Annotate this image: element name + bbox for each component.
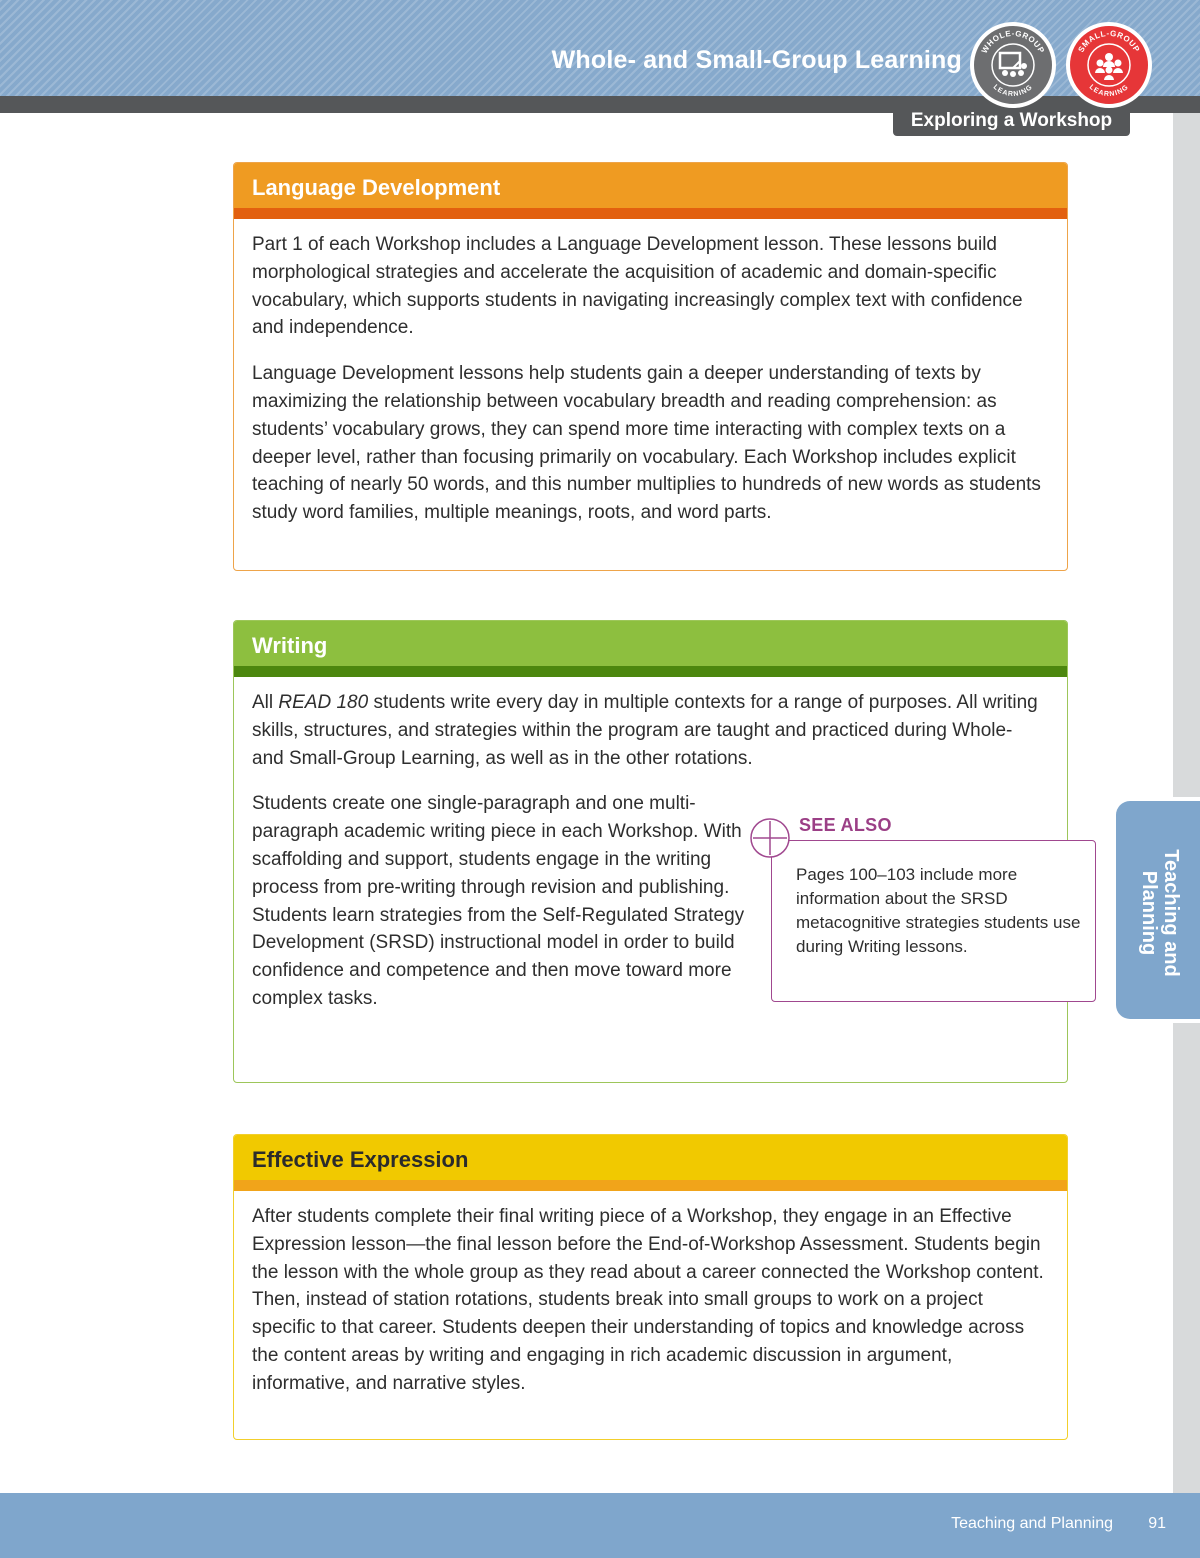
footer-section-name: Teaching and Planning (951, 1515, 1113, 1532)
page-header-title: Whole- and Small-Group Learning (551, 46, 962, 74)
side-tab-teaching-planning (1112, 797, 1200, 1023)
language-development-body (234, 219, 1067, 527)
language-development-paragraph-1: Part 1 of each Workshop includes a Language Development lesson. These lessons build morphological strategies and accelerate the acquisition of academic and domain-specific vocabulary, which supports students in navigating increasingly complex text with confidence and independence. (252, 234, 1023, 339)
writing-paragraph-2: Students create one single-paragraph and one multi-paragraph academic writing piece in each Workshop. With scaffolding and support, students engage in the writing process from pre-writing through revision and publishing. Students learn strategies from the Self-Regulated Strategy Development (SRSD) instructional model in order to build confidence and competence and then move toward more complex tasks. (252, 793, 745, 1009)
see-also-text: Pages 100–103 include more information about the SRSD metacognitive strategies students use during Writing lessons. (796, 865, 1081, 956)
page-footer (0, 1493, 1200, 1558)
program-name: READ 180 (278, 692, 369, 713)
whole-group-icon (996, 48, 1030, 82)
writing-p1-start: All (252, 692, 279, 713)
language-development-heading: Language Development (252, 175, 501, 200)
writing-paragraph-1 (252, 689, 1049, 772)
see-also-callout (771, 840, 1096, 1002)
writing-p1-end: students write every day in multiple contexts for a range of purposes. All writing skills, structures, and strategies within the program are taught and practiced during Whole- and Small-Group Learning, as well as in the other rotations. (252, 692, 1038, 769)
small-group-learning-badge (1066, 22, 1152, 108)
svg-text:LEARNING: LEARNING (1087, 83, 1131, 99)
language-development-header (234, 163, 1067, 219)
effective-expression-box (233, 1134, 1068, 1440)
language-development-box (233, 162, 1068, 571)
effective-expression-header (234, 1135, 1067, 1191)
plus-circle-icon (749, 817, 791, 859)
svg-text:SMALL-GROUP: SMALL-GROUP (1076, 28, 1142, 54)
effective-expression-heading: Effective Expression (252, 1147, 469, 1172)
small-group-icon (1092, 48, 1126, 82)
writing-heading: Writing (252, 633, 328, 658)
svg-text:LEARNING: LEARNING (991, 83, 1035, 99)
effective-expression-paragraph: After students complete their final writing piece of a Workshop, they engage in an Effective Expression lesson—the final lesson before the End-of-Workshop Assessment. Students begin the lesson with the whole group as they read about a career connected the Workshop content. Then, instead of station rotations, students break into small groups to work on a project specific to that career. Students deepen their understanding of topics and knowledge across the content areas by writing and engaging in rich academic discussion in argument, informative, and narrative styles. (252, 1206, 1044, 1394)
section-tab-exploring-workshop: Exploring a Workshop (893, 108, 1130, 136)
whole-group-learning-badge (970, 22, 1056, 108)
language-development-paragraph-2: Language Development lessons help students gain a deeper understanding of texts by maximizing the relationship between vocabulary breadth and reading comprehension: as students’ vocabulary grows, they can spend more time interacting with complex texts on a deeper level, rather than focusing primarily on vocabulary. Each Workshop includes explicit teaching of nearly 50 words, and this number multiplies to hundreds of new words as students study word families, multiple meanings, roots, and word parts. (252, 363, 1041, 524)
side-tab-label: Teaching and Planning (1138, 849, 1182, 977)
svg-text:WHOLE-GROUP: WHOLE-GROUP (979, 28, 1047, 55)
see-also-label: SEE ALSO (799, 815, 892, 835)
page-number: 91 (1148, 1515, 1166, 1532)
effective-expression-body (234, 1191, 1067, 1398)
writing-header (234, 621, 1067, 677)
